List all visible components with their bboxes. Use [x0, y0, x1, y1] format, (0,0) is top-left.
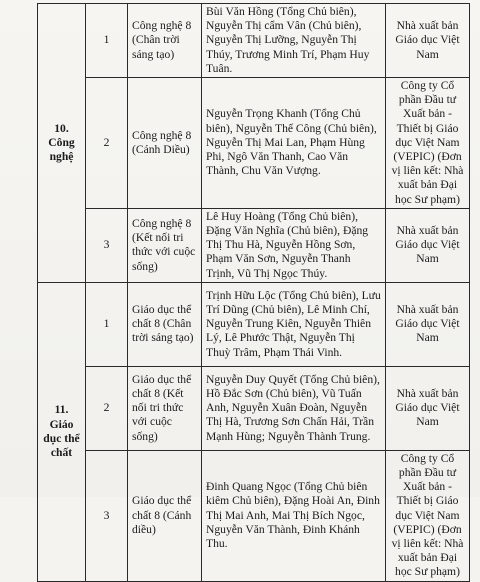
table-row [38, 208, 470, 282]
book-publisher: Nhà xuất bản Giáo dục Việt Nam [386, 282, 470, 366]
book-authors: Nguyễn Trọng Khanh (Tổng Chủ biên), Nguyễn Thế Công (Chủ biên), Nguyễn Thị Mai Lan, Phạm Hùng Phi, Ngô Văn Thanh, Cao Văn Thành, Chu Văn Vượng. [202, 78, 386, 209]
book-publisher: Công ty Cổ phần Đầu tư Xuất bản - Thiết bị Giáo dục Việt Nam (VEPIC) (Đơn vị liên kết: Nhà xuất bản Đại học Sư phạm) [386, 78, 470, 209]
subject-cell: 11. Giáo dục thể chất [38, 282, 86, 581]
row-number: 1 [86, 4, 128, 78]
book-publisher: Nhà xuất bản Giáo dục Việt Nam [386, 366, 470, 450]
row-number: 2 [86, 78, 128, 209]
row-number: 3 [86, 450, 128, 581]
row-number: 1 [86, 282, 128, 366]
book-title: Giáo dục thể chất 8 (Kết nối tri thức với cuộc sống) [128, 366, 202, 450]
book-publisher: Công ty Cổ phần Đầu tư Xuất bản - Thiết bị Giáo dục Việt Nam (VEPIC) (Đơn vị liên kết: Nhà xuất bản Đại học Sư phạm) [386, 450, 470, 581]
book-title: Công nghệ 8 (Cánh Diều) [128, 78, 202, 209]
book-authors: Nguyễn Duy Quyết (Tổng Chủ biên), Hồ Đắc Sơn (Chủ biên), Vũ Tuấn Anh, Nguyễn Xuân Đoàn, Nguyễn Thị Hà, Trương Sơn Chấn Hải, Trần Mạnh Hùng; Nguyễn Thành Trung. [202, 366, 386, 450]
book-title: Giáo dục thể chất 8 (Cánh diều) [128, 450, 202, 581]
textbook-table [37, 3, 470, 582]
book-authors: Trịnh Hữu Lộc (Tổng Chủ biên), Lưu Trí Dũng (Chủ biên), Lê Minh Chí, Nguyễn Trung Kiên, Nguyễn Thiên Lý, Lê Phước Thật, Nguyễn Thị Thuỳ Trâm, Phạm Thái Vinh. [202, 282, 386, 366]
row-number: 3 [86, 208, 128, 282]
book-title: Giáo dục thể chất 8 (Chân trời sáng tạo) [128, 282, 202, 366]
book-title: Công nghệ 8 (Kết nối tri thức với cuộc sống) [128, 208, 202, 282]
book-publisher: Nhà xuất bản Giáo dục Việt Nam [386, 4, 470, 78]
row-number: 2 [86, 366, 128, 450]
table-row [38, 4, 470, 78]
book-title: Công nghệ 8 (Chân trời sáng tạo) [128, 4, 202, 78]
table-row [38, 450, 470, 581]
book-publisher: Nhà xuất bản Giáo dục Việt Nam [386, 208, 470, 282]
table-row [38, 282, 470, 366]
table-row [38, 366, 470, 450]
book-authors: Đinh Quang Ngọc (Tổng Chủ biên kiêm Chủ biên), Đặng Hoài An, Đinh Thị Mai Anh, Mai Thị Bích Ngọc, Nguyễn Văn Thành, Đinh Khánh Thu. [202, 450, 386, 581]
subject-cell: 10. Công nghệ [38, 4, 86, 283]
book-authors: Lê Huy Hoàng (Tổng Chủ biên), Đặng Văn Nghĩa (Chủ biên), Đặng Thị Thu Hà, Nguyễn Hồng Sơn, Phạm Văn Sơn, Nguyễn Thanh Trịnh, Vũ Thị Ngọc Thúy. [202, 208, 386, 282]
table-row [38, 78, 470, 209]
book-authors: Bùi Văn Hồng (Tổng Chủ biên), Nguyễn Thị cẩm Vân (Chủ biên), Nguyễn Thị Lưỡng, Nguyễn Thị Thúy, Trương Minh Trí, Phạm Huy Tuân. [202, 4, 386, 78]
